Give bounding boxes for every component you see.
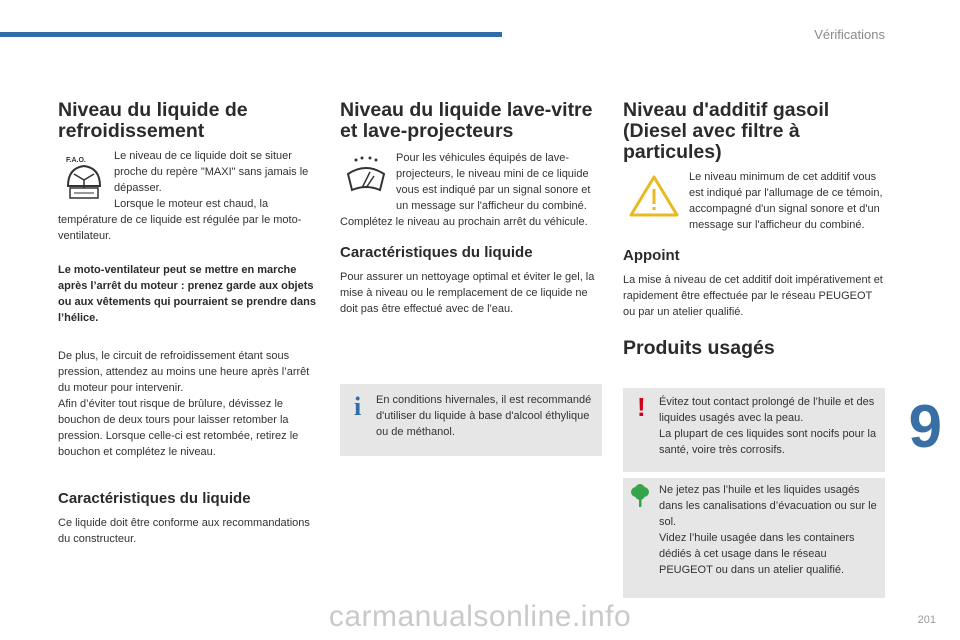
warning-triangle-icon: [623, 171, 685, 219]
coolant-paragraph-2: Lorsque le moteur est chaud, la température de ce liquide est régulée par le moto-ventilateur.: [58, 198, 302, 242]
exclamation-icon: !: [637, 392, 646, 422]
used-products-eco-b: Videz l’huile usagée dans les containers dédiés à cet usage dans le réseau PEUGEOT ou dans un atelier qualifié.: [659, 532, 855, 576]
coolant-paragraph-1: Le niveau de ce liquide doit se situer proche du repère "MAXI" sans jamais le dépasser.: [114, 150, 309, 194]
info-icon: i: [354, 392, 362, 421]
column-washer: [340, 100, 602, 317]
washer-info-text: En conditions hivernales, il est recommandé d'utiliser du liquide à base d'alcool éthylique ou de méthanol.: [376, 394, 592, 438]
header-accent-bar: [0, 32, 502, 37]
coolant-paragraph-5: Ce liquide doit être conforme aux recommandations du constructeur.: [58, 517, 310, 545]
washer-paragraph-2: Complétez le niveau au prochain arrêt du véhicule.: [340, 216, 588, 228]
column-additive: [623, 100, 885, 359]
coolant-subtitle: Caractéristiques du liquide: [58, 490, 251, 507]
page-number: 201: [917, 614, 936, 626]
coolant-title: Niveau du liquide de refroidissement: [58, 99, 248, 142]
coolant-icon: [58, 150, 110, 202]
additive-title: Niveau d'additif gasoil (Diesel avec filtre à particules): [623, 99, 830, 163]
washer-paragraph-1: Pour les véhicules équipés de lave-projecteurs, le niveau mini de ce liquide vous est indiqué par un signal sonore et un message sur l'afficheur du combiné.: [396, 152, 591, 212]
additive-paragraph-2: La mise à niveau de cet additif doit impérativement et rapidement être effectuée par le réseau PEUGEOT ou par un atelier qualifié.: [623, 274, 883, 318]
coolant-paragraph-4: Afin d’éviter tout risque de brûlure, dévissez le bouchon de deux tours pour laisser retomber la pression. Lorsque celle-ci est retombée, retirez le bouchon et complétez le niveau.: [58, 398, 299, 458]
washer-subtitle: Caractéristiques du liquide: [340, 244, 533, 261]
used-products-title: Produits usagés: [623, 337, 775, 359]
coolant-fan-warning: Le moto-ventilateur peut se mettre en marche après l’arrêt du moteur : prenez garde aux objets ou aux vêtements qui pourraient se prendre dans l’hélice.: [58, 264, 316, 324]
washer-info-box: [340, 384, 602, 456]
used-products-eco-a: Ne jetez pas l’huile et les liquides usagés dans les canalisations d’évacuation ou sur le sol.: [659, 484, 877, 528]
used-products-warning-b: La plupart de ces liquides sont nocifs pour la santé, voire très corrosifs.: [659, 428, 877, 456]
washer-title: Niveau du liquide lave-vitre et lave-projecteurs: [340, 99, 593, 142]
section-title: Vérifications: [814, 27, 885, 42]
used-products-warning-box: [623, 388, 885, 472]
column-coolant: [58, 100, 320, 547]
washer-paragraph-3: Pour assurer un nettoyage optimal et éviter le gel, la mise à niveau ou le remplacement de ce liquide ne doit pas être effectué avec de l'eau.: [340, 271, 595, 315]
additive-paragraph-1: Le niveau minimum de cet additif vous est indiqué par l'allumage de ce témoin, accompagné d'un signal sonore et d'un message sur l'afficheur du combiné.: [689, 171, 883, 231]
washer-fluid-icon: [340, 152, 392, 204]
used-products-eco-box: [623, 478, 885, 598]
additive-subtitle: Appoint: [623, 247, 680, 264]
watermark: carmanualsonline.info: [328, 600, 632, 633]
used-products-warning-a: Évitez tout contact prolongé de l’huile et des liquides usagés avec la peau.: [659, 396, 875, 424]
coolant-paragraph-3: De plus, le circuit de refroidissement étant sous pression, attendez au moins une heure après l’arrêt du moteur pour intervenir.: [58, 350, 310, 394]
chapter-number: 9: [908, 393, 942, 460]
tree-eco-icon: [629, 484, 651, 513]
coolant-icon-label: F.A.O.: [66, 157, 86, 164]
